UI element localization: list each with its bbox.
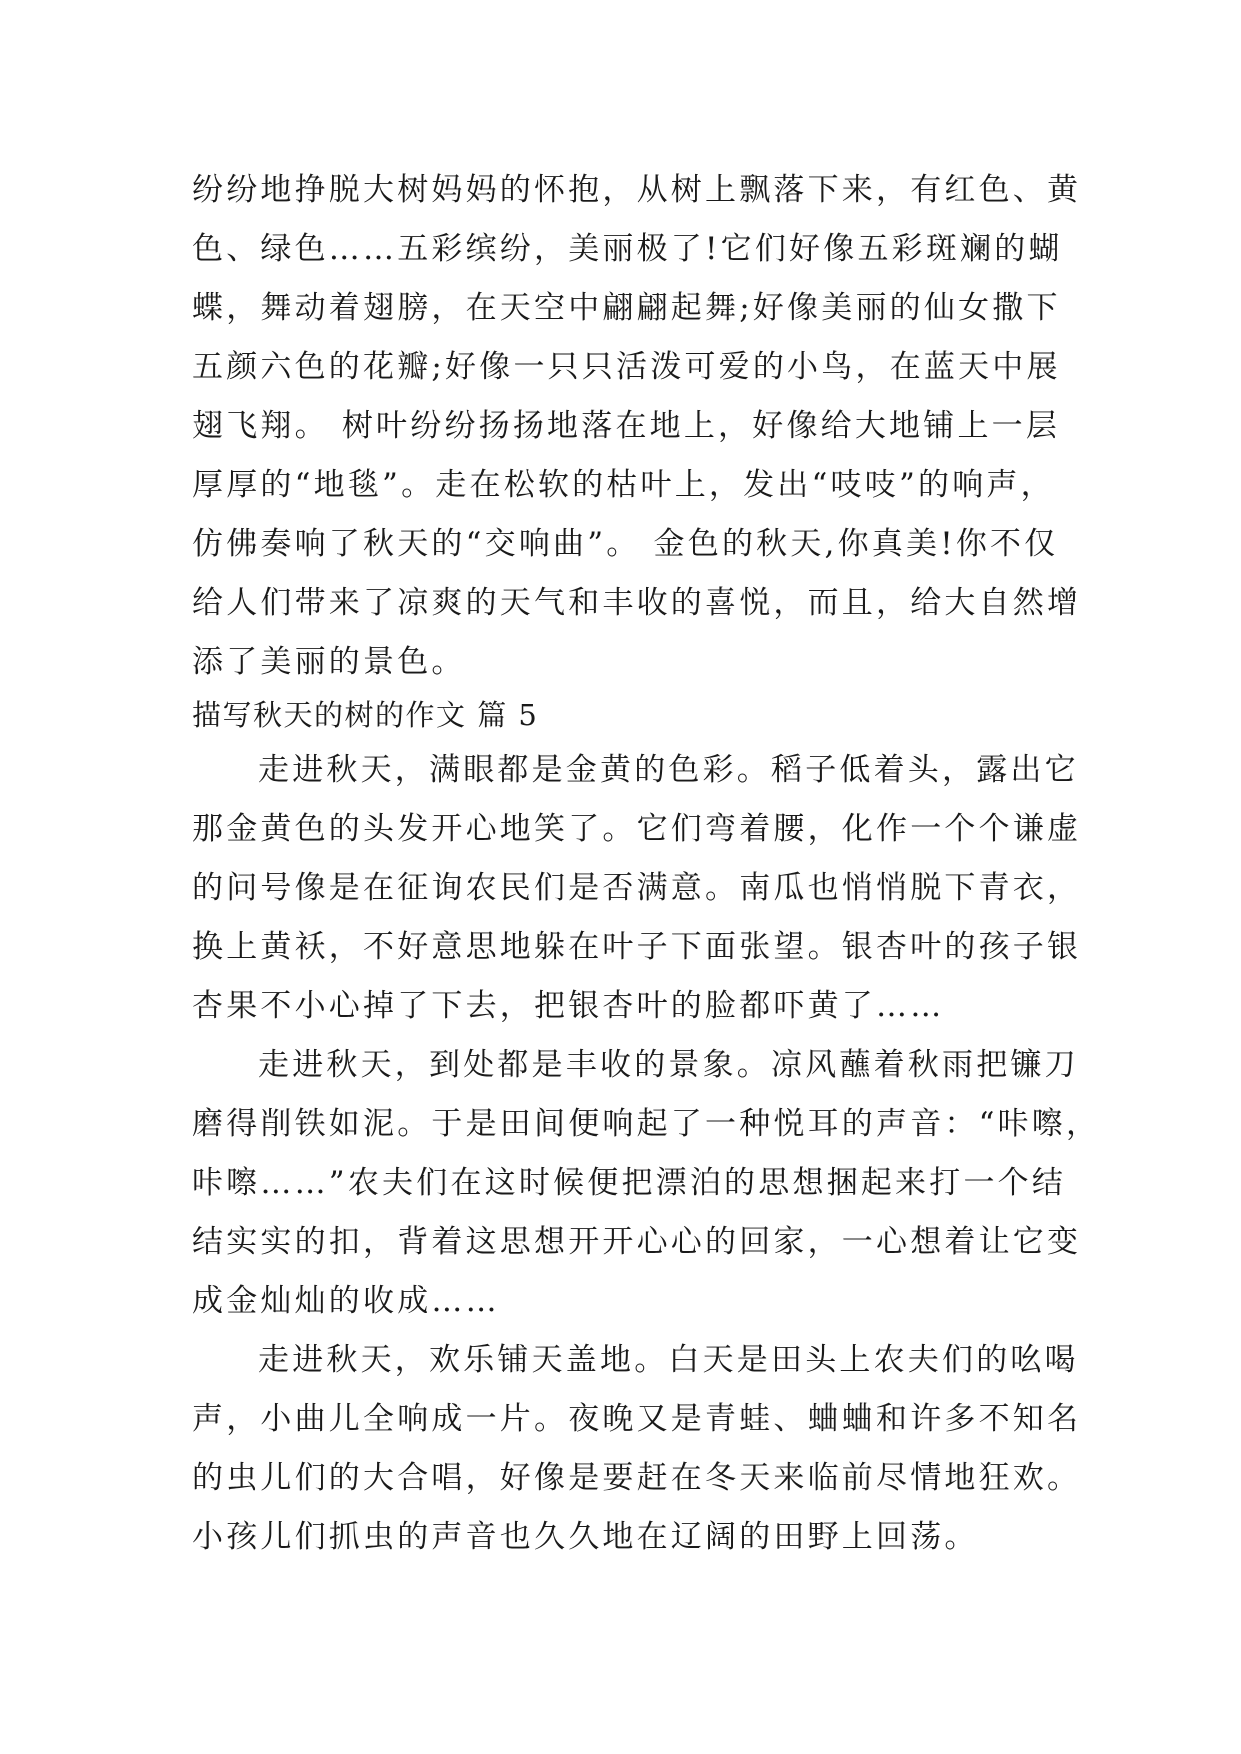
paragraph3-line-4: 小孩儿们抓虫的声音也久久地在辽阔的田野上回荡。 bbox=[192, 1519, 979, 1555]
paragraph3-line-3: 的虫儿们的大合唱，好像是要赶在冬天来临前尽情地狂欢。 bbox=[192, 1460, 1082, 1496]
intro-line-8: 给人们带来了凉爽的天气和丰收的喜悦，而且，给大自然增 bbox=[192, 585, 1082, 621]
intro-line-7: 仿佛奏响了秋天的“交响曲”。 金色的秋天,你真美!你不仅 bbox=[192, 526, 1059, 562]
paragraph1-line-2: 那金黄色的头发开心地笑了。它们弯着腰，化作一个个谦虚 bbox=[192, 811, 1082, 847]
paragraph2-line-4: 结实实的扣，背着这思想开开心心的回家，一心想着让它变 bbox=[192, 1224, 1082, 1260]
intro-line-1: 纷纷地挣脱大树妈妈的怀抱，从树上飘落下来，有红色、黄 bbox=[192, 172, 1082, 208]
paragraph2-line-1: 走进秋天，到处都是丰收的景象。凉风蘸着秋雨把镰刀 bbox=[258, 1047, 1079, 1083]
section-heading: 描写秋天的树的作文 篇 5 bbox=[192, 698, 539, 732]
paragraph1-line-4: 换上黄袄，不好意思地躲在叶子下面张望。银杏叶的孩子银 bbox=[192, 929, 1082, 965]
intro-line-6: 厚厚的“地毯”。走在松软的枯叶上，发出“吱吱”的响声， bbox=[192, 467, 1055, 503]
paragraph1-line-3: 的问号像是在征询农民们是否满意。南瓜也悄悄脱下青衣， bbox=[192, 870, 1082, 906]
intro-line-5: 翅飞翔。 树叶纷纷扬扬地落在地上，好像给大地铺上一层 bbox=[192, 408, 1061, 444]
intro-line-3: 蝶，舞动着翅膀，在天空中翩翩起舞;好像美丽的仙女撒下 bbox=[192, 290, 1061, 326]
paragraph2-line-3: 咔嚓……”农夫们在这时候便把漂泊的思想捆起来打一个结 bbox=[192, 1165, 1067, 1201]
intro-line-4: 五颜六色的花瓣;好像一只只活泼可爱的小鸟，在蓝天中展 bbox=[192, 349, 1061, 385]
paragraph1-line-1: 走进秋天，满眼都是金黄的色彩。稻子低着头，露出它 bbox=[258, 752, 1079, 788]
paragraph3-line-2: 声，小曲儿全响成一片。夜晚又是青蛙、蛐蛐和许多不知名 bbox=[192, 1401, 1082, 1437]
intro-line-9: 添了美丽的景色。 bbox=[192, 644, 466, 680]
intro-line-2: 色、绿色……五彩缤纷，美丽极了!它们好像五彩斑斓的蝴 bbox=[192, 231, 1063, 267]
paragraph3-line-1: 走进秋天，欢乐铺天盖地。白天是田头上农夫们的吆喝 bbox=[258, 1342, 1079, 1378]
paragraph2-line-2: 磨得削铁如泥。于是田间便响起了一种悦耳的声音：“咔嚓， bbox=[192, 1106, 1101, 1142]
paragraph2-line-5: 成金灿灿的收成…… bbox=[192, 1283, 500, 1319]
paragraph1-line-5: 杏果不小心掉了下去，把银杏叶的脸都吓黄了…… bbox=[192, 988, 945, 1024]
